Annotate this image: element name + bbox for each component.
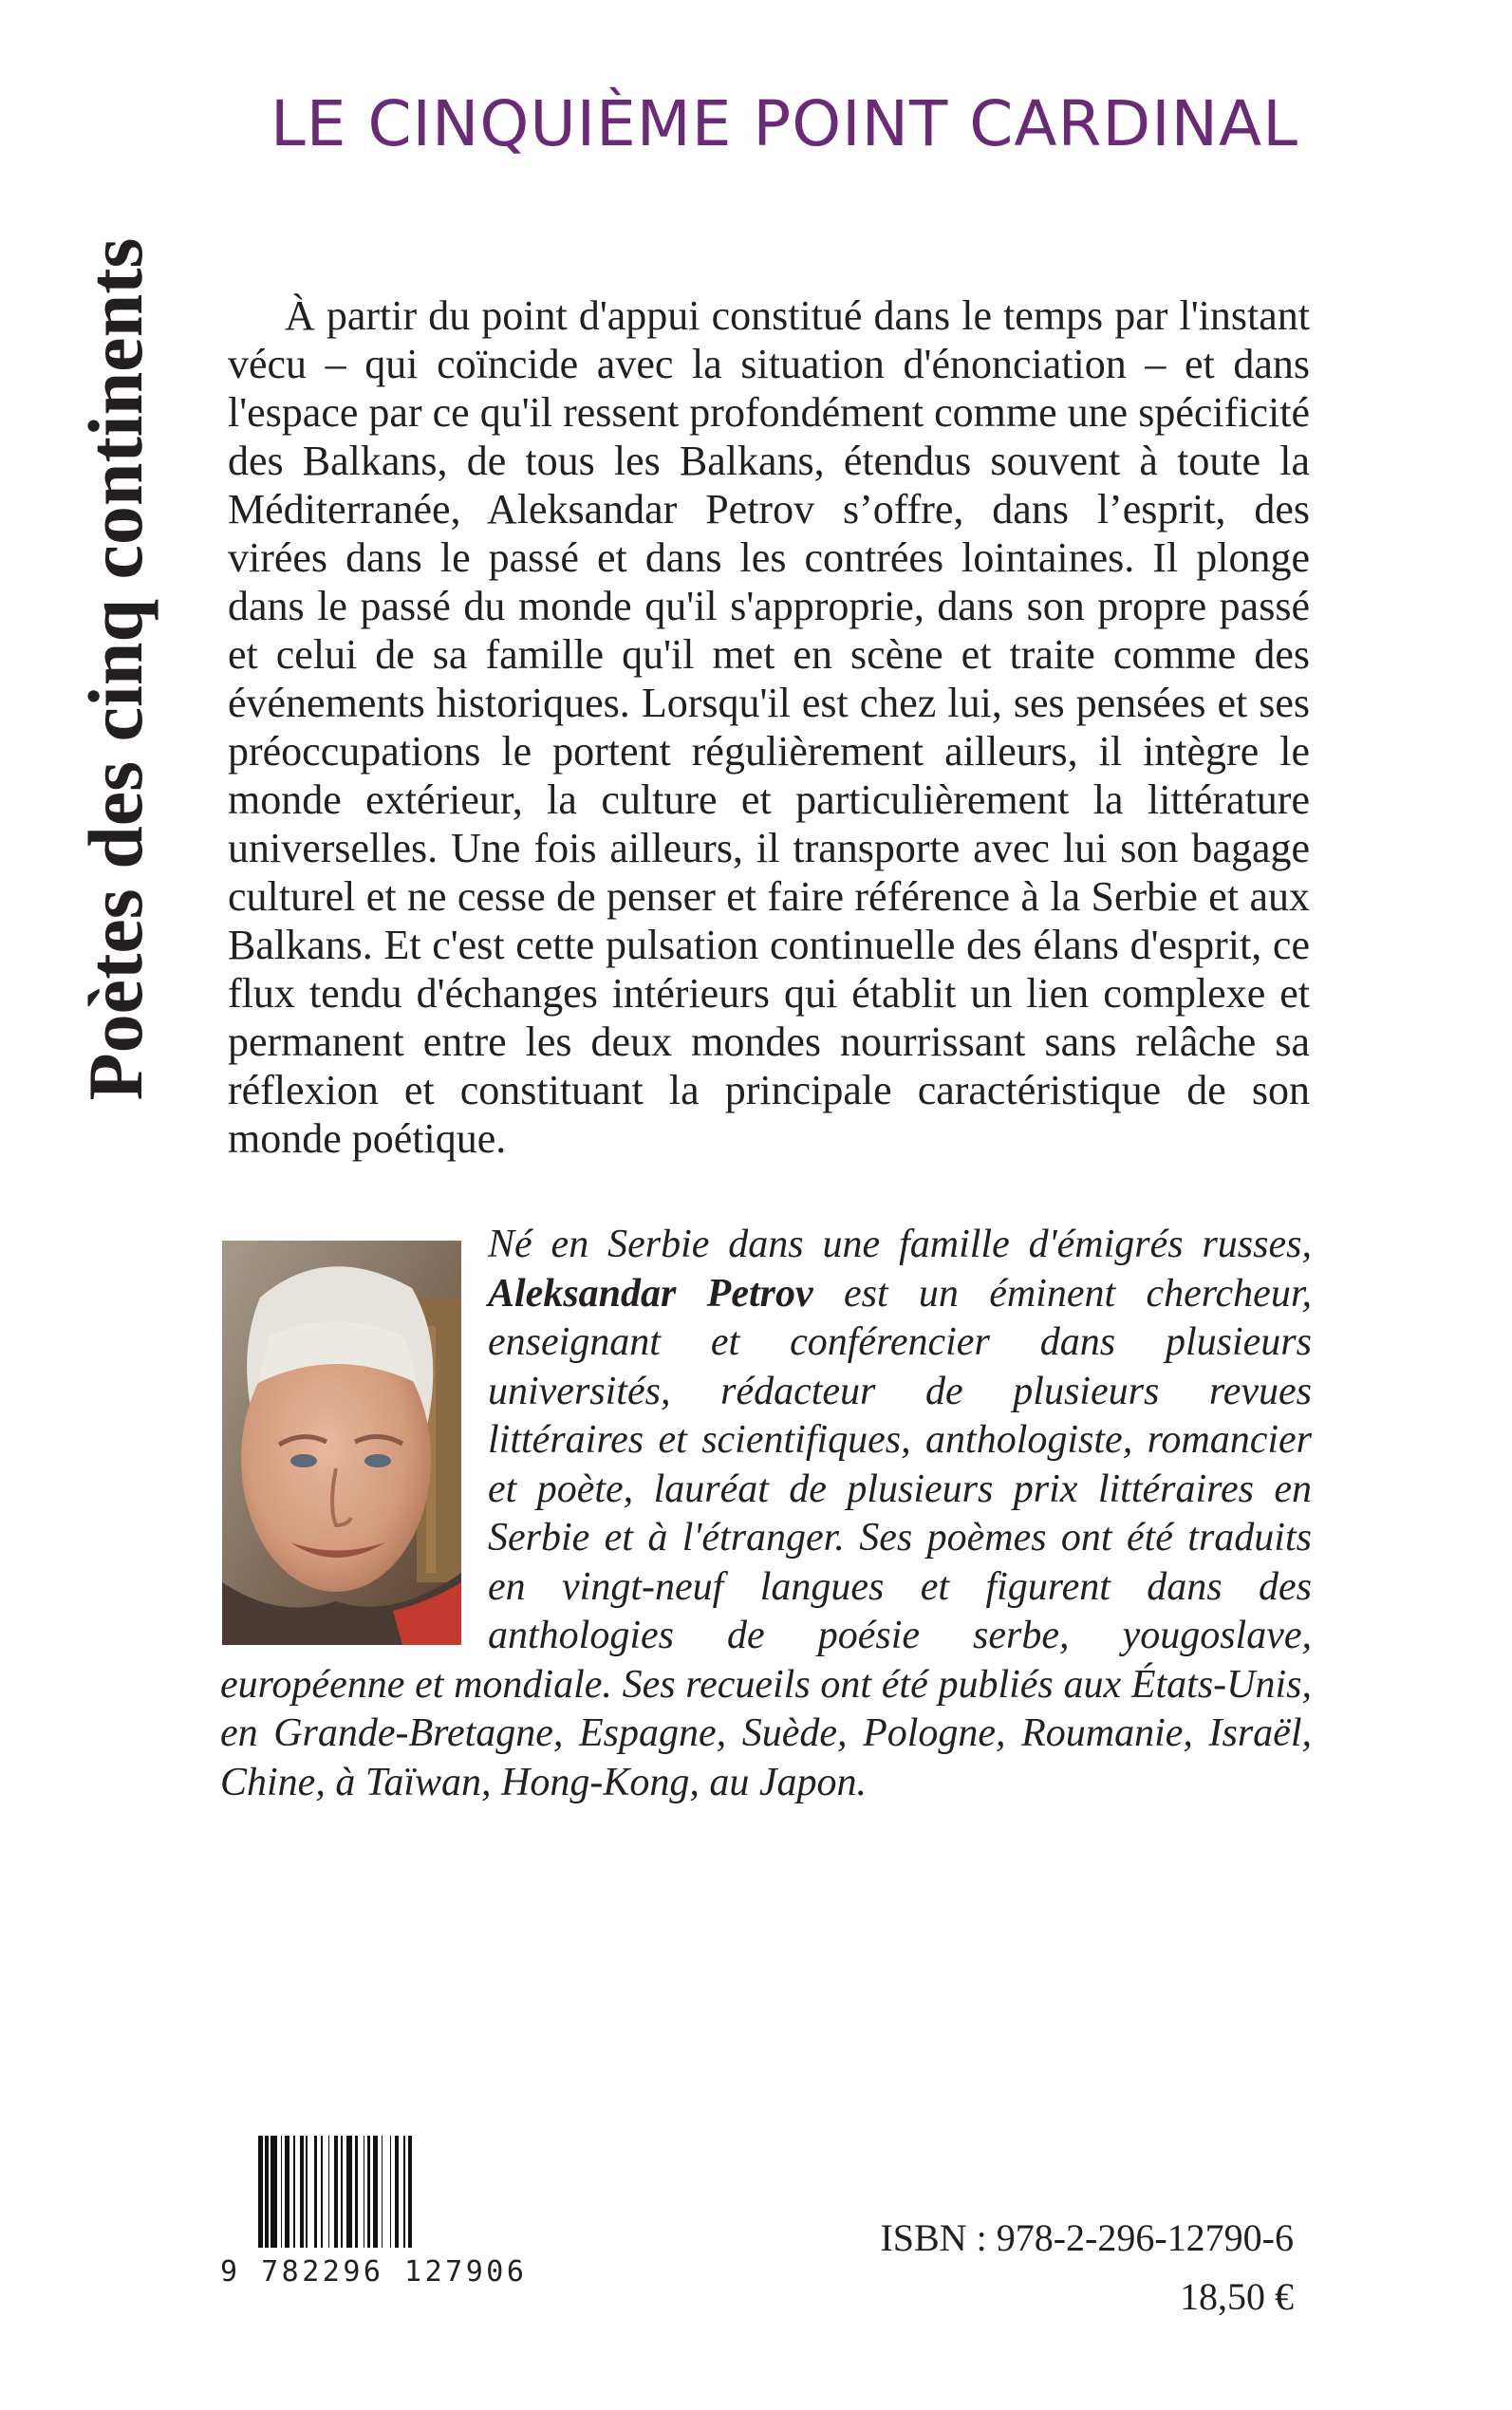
summary-paragraph: À partir du point d'appui constitué dans le temps par l'instant vécu – qui coïncide avec la situation d'énonciation – et dans l'espace par ce qu'il ressent profondément comme une spécificité des Balkans, de tous les Balkans, étendus souvent à toute la Méditerranée, Aleksandar Petrov s’offre, dans l’esprit, des virées dans le passé et dans les contrées lointaines. Il plonge dans le passé du monde qu'il s'approprie, dans son propre passé et celui de sa famille qu'il met en scène et traite comme des événements historiques. Lorsqu'il est chez lui, ses pensées et ses préoccupations le portent régulièrement ailleurs, il intègre le monde extérieur, la culture et particulièrement la littérature universelles. Une fois ailleurs, il transporte avec lui son bagage culturel et ne cesse de penser et faire référence à la Serbie et aux Balkans. Et c'est cette pulsation continuelle des élans d'esprit, ce flux tendu d'échanges intérieurs qui établit un lien complexe et permanent entre les deux mondes nourrissant sans relâche sa réflexion et constituant la principale caractéristique de son monde poétique. bbox=[228, 292, 1310, 1162]
book-title: LE CINQUIÈME POINT CARDINAL bbox=[271, 87, 1298, 160]
series-name-vertical: Poètes des cinq continents bbox=[72, 237, 159, 1101]
photo-space bbox=[220, 1221, 488, 1653]
barcode-number: 9 782296 127906 bbox=[220, 2255, 528, 2289]
barcode bbox=[220, 2136, 548, 2288]
author-name: Aleksandar Petrov bbox=[488, 1271, 813, 1316]
author-biography bbox=[220, 1221, 1312, 1807]
bio-intro: Né en Serbie dans une famille d'émigrés russes, bbox=[488, 1223, 1312, 1266]
barcode-bars bbox=[258, 2136, 543, 2248]
isbn: ISBN : 978-2-296-12790-6 bbox=[880, 2216, 1294, 2259]
bio-rest: est un éminent chercheur, enseignant et conférencier dans plusieurs universités, rédacteur de plusieurs revues littéraires et scientifiques, anthologiste, romancier et poète, lauréat de plusieurs prix littéraires en Serbie et à l'étranger. Ses poèmes ont été traduits en vingt-neuf langues et figurent dans des anthologies de poésie serbe, yougoslave, européenne et mondiale. Ses recueils ont été publiés aux États-Unis, en Grande-Bretagne, Espagne, Suède, Pologne, Roumanie, Israël, Chine, à Taïwan, Hong-Kong, au Japon. bbox=[220, 1271, 1313, 1804]
price: 18,50 € bbox=[1180, 2275, 1294, 2318]
